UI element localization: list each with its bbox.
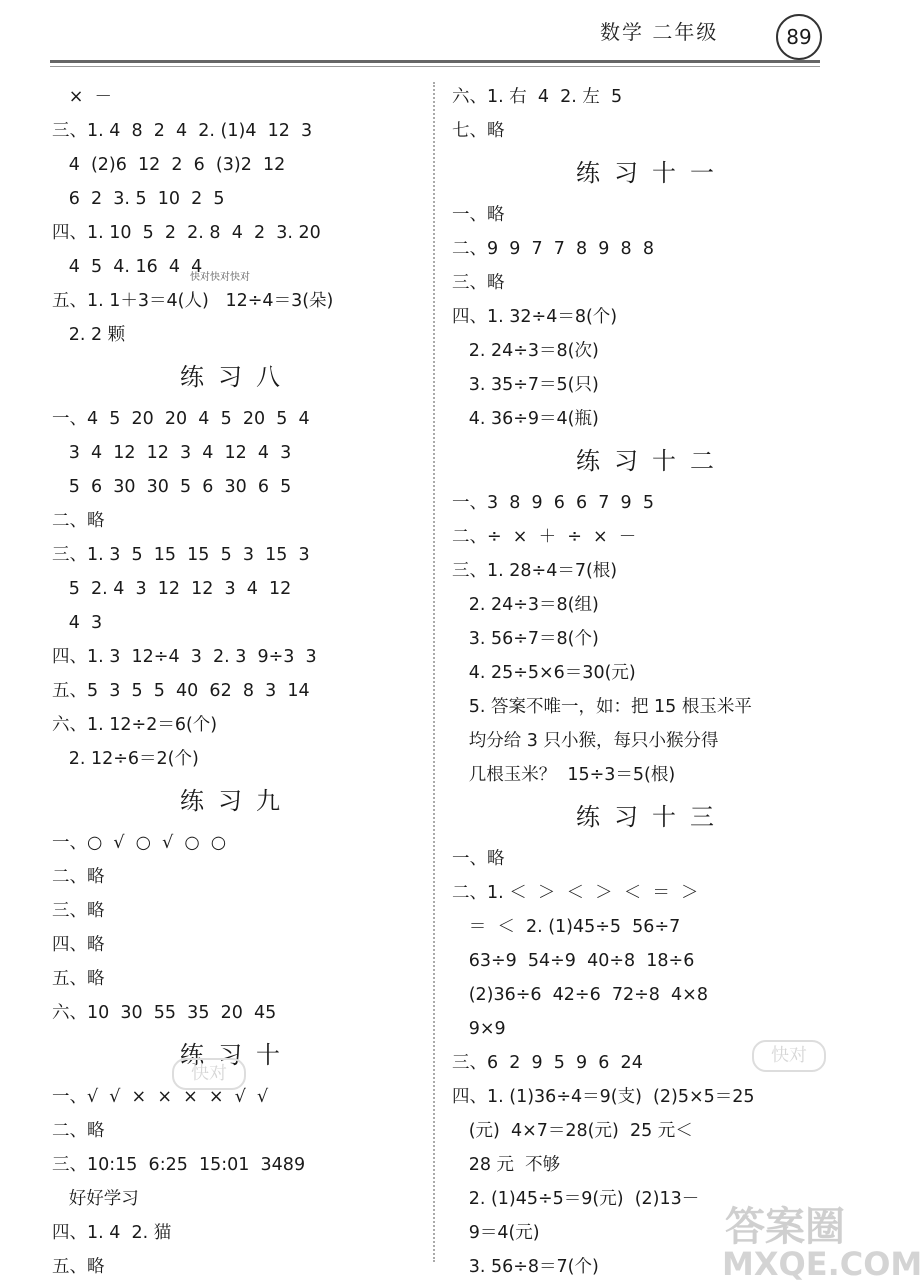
answer-line: 三、10:15 6:25 15:01 3489: [52, 1155, 306, 1175]
answer-line: 五、1. 1＋3＝4(人) 12÷4＝3(朵): [52, 291, 334, 311]
answer-line: 三、1. 3 5 15 15 5 3 15 3: [52, 545, 310, 565]
answer-line: 五、5 3 5 5 40 62 8 3 14: [52, 681, 310, 701]
answer-column-left: [52, 80, 422, 1284]
answer-line: 七、略: [452, 121, 505, 141]
watermark-seal-right: 快对: [752, 1040, 826, 1072]
answer-line: 3. 56÷7＝8(个): [452, 629, 599, 649]
answer-line: 4 5 4. 16 4 4: [52, 257, 203, 277]
answer-line: ＝ ＜ 2. (1)45÷5 56÷7: [452, 917, 681, 937]
answer-line: 三、略: [452, 273, 505, 293]
answer-line: (元) 4×7＝28(元) 25 元＜: [452, 1121, 693, 1141]
watermark-center-mark: 快对快对快对: [190, 272, 250, 283]
answer-line: 5. 答案不唯一，如：把 15 根玉米平: [452, 697, 752, 717]
answer-line: 一、略: [452, 205, 505, 225]
answer-line: 四、略: [52, 935, 105, 955]
answer-line: 4. 25÷5×6＝30(元): [452, 663, 636, 683]
answer-line: 六、1. 右 4 2. 左 5: [452, 87, 623, 107]
answer-line: 四、1. 4 2. 猫: [52, 1223, 172, 1243]
section-heading: 练习十二: [576, 447, 728, 475]
answer-line: 一、√ √ × × × × √ √: [52, 1087, 269, 1107]
answer-line: 6 2 3. 5 10 2 5: [52, 189, 225, 209]
answer-line: 六、10 30 55 35 20 45: [52, 1003, 277, 1023]
answer-line: 一、3 8 9 6 6 7 9 5: [452, 493, 654, 513]
header-title: 数学 二年级: [600, 20, 719, 44]
section-heading: 练习十三: [576, 803, 728, 831]
answer-line: 五、略: [52, 969, 105, 989]
answer-line: 3 4 12 12 3 4 12 4 3: [52, 443, 292, 463]
answer-line: 四、1. 10 5 2 2. 8 4 2 3. 20: [52, 223, 321, 243]
section-heading: 练习十一: [576, 159, 728, 187]
header-rule-thick: [50, 60, 820, 63]
section-heading: 练习八: [180, 363, 294, 391]
answer-line: 2. (1)45÷5＝9(元) (2)13－: [452, 1189, 700, 1209]
answer-line: 三、1. 28÷4＝7(根): [452, 561, 618, 581]
page-number: 89: [776, 14, 822, 60]
header-rule-thin: [50, 66, 820, 67]
section-heading: 练习九: [180, 787, 294, 815]
answer-line: 4 3: [52, 613, 103, 633]
section-heading: 练习十: [180, 1041, 294, 1069]
answer-line: 二、略: [52, 867, 105, 887]
answer-line: 5 2. 4 3 12 12 3 4 12: [52, 579, 292, 599]
answer-line: 六、1. 12÷2＝6(个): [52, 715, 218, 735]
answer-line: 四、1. 32÷4＝8(个): [452, 307, 618, 327]
answer-line: 2. 24÷3＝8(次): [452, 341, 599, 361]
answer-line: 二、9 9 7 7 8 9 8 8: [452, 239, 654, 259]
answer-column-right: [452, 80, 852, 1284]
watermark-url: MXQE.COM: [722, 1245, 922, 1283]
answer-line: 3. 35÷7＝5(只): [452, 375, 599, 395]
answer-line: 三、1. 4 8 2 4 2. (1)4 12 3: [52, 121, 313, 141]
answer-line: 2. 24÷3＝8(组): [452, 595, 599, 615]
answer-line: 一、4 5 20 20 4 5 20 5 4: [52, 409, 310, 429]
answer-line: 3. 56÷8＝7(个): [452, 1257, 599, 1277]
answer-line: 4. 36÷9＝4(瓶): [452, 409, 599, 429]
answer-line: 五、略: [52, 1257, 105, 1277]
answer-line: 二、÷ × ＋ ÷ × －: [452, 527, 637, 547]
answer-line: (2)36÷6 42÷6 72÷8 4×8: [452, 985, 708, 1005]
answer-line: 二、略: [52, 1121, 105, 1141]
answer-line: 三、6 2 9 5 9 6 24: [452, 1053, 643, 1073]
column-divider: [433, 82, 435, 1262]
answer-line: 9＝4(元): [452, 1223, 540, 1243]
answer-line: 一、○ √ ○ √ ○ ○: [52, 833, 227, 853]
answer-line: 均分给 3 只小猴，每只小猴分得: [452, 731, 719, 751]
answer-line: 2. 2 颗: [52, 325, 126, 345]
answer-line: 2. 12÷6＝2(个): [52, 749, 199, 769]
watermark-brand: 答案圈: [725, 1204, 845, 1250]
answer-line: 二、1. ＜ ＞ ＜ ＞ ＜ ＝ ＞: [452, 883, 699, 903]
answer-line: 5 6 30 30 5 6 30 6 5: [52, 477, 292, 497]
answer-line: 一、略: [452, 849, 505, 869]
answer-line: 63÷9 54÷9 40÷8 18÷6: [452, 951, 695, 971]
answer-line: × －: [52, 87, 112, 107]
answer-line: 好好学习: [52, 1189, 139, 1209]
answer-line: 三、略: [52, 901, 105, 921]
answer-line: 四、1. (1)36÷4＝9(支) (2)5×5＝25: [452, 1087, 755, 1107]
answer-line: 几根玉米？ 15÷3＝5(根): [452, 765, 676, 785]
watermark-seal-left: 快对: [172, 1058, 246, 1090]
answer-line: 四、1. 3 12÷4 3 2. 3 9÷3 3: [52, 647, 317, 667]
page-header: [0, 0, 900, 70]
answer-line: 二、略: [52, 511, 105, 531]
answer-line: 4 (2)6 12 2 6 (3)2 12: [52, 155, 286, 175]
answer-line: 9×9: [452, 1019, 506, 1039]
answer-line: 28 元 不够: [452, 1155, 561, 1175]
